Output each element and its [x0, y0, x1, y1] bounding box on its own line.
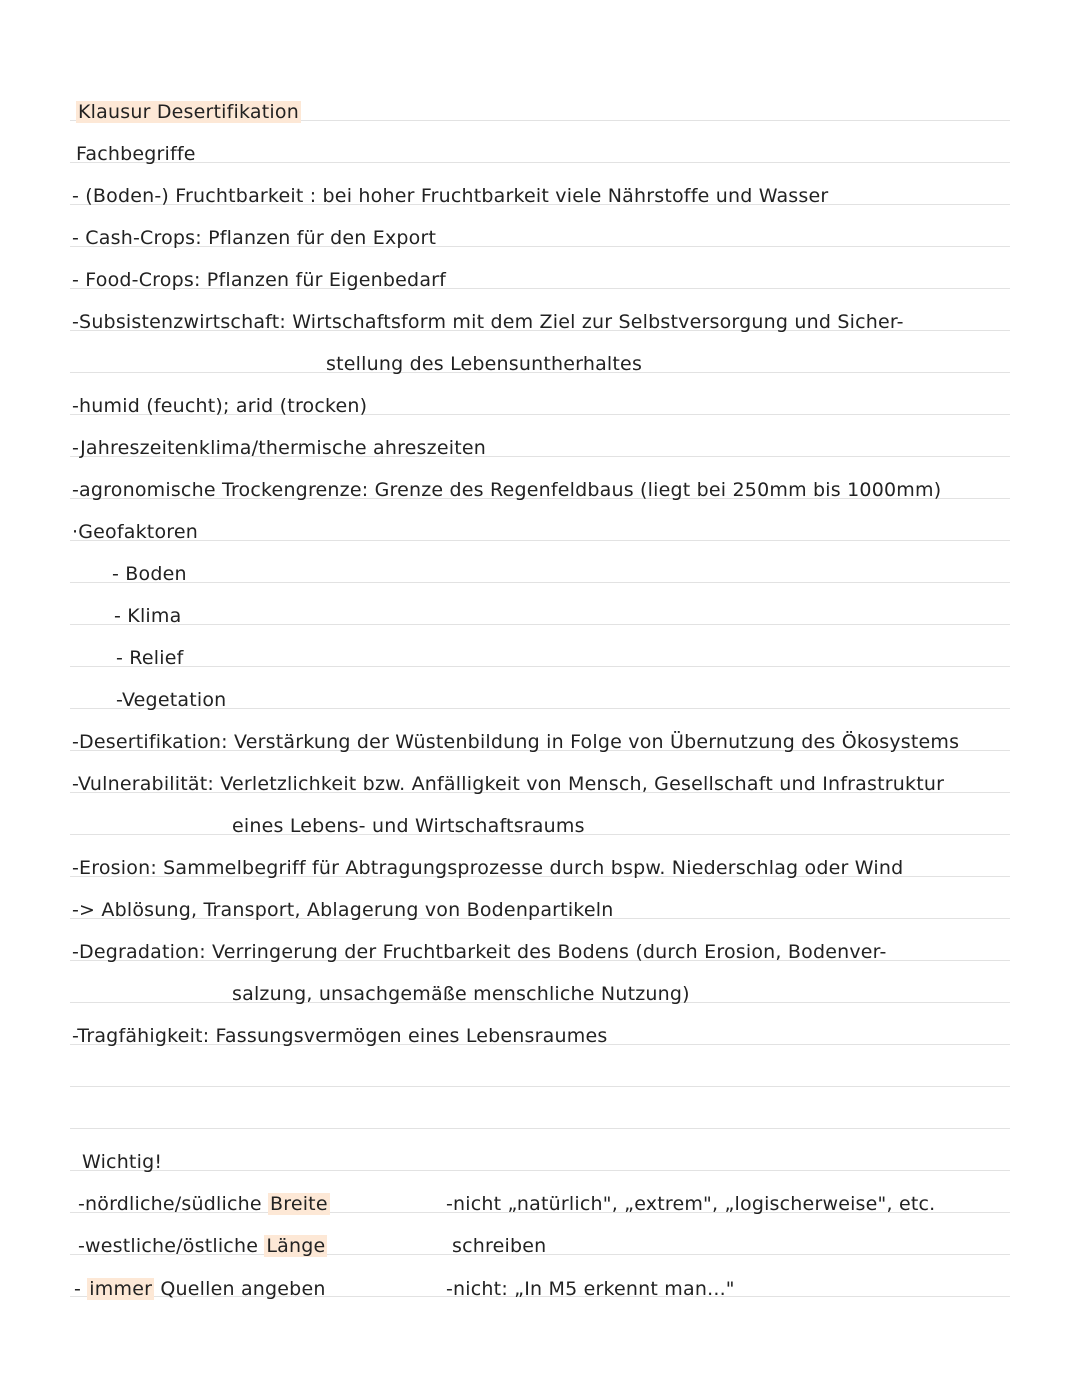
- note-line: -agronomische Trockengrenze: Grenze des Regenfeldbaus (liegt bei 250mm bis 1000mm): [72, 479, 942, 501]
- note-title: [76, 100, 301, 124]
- note-line: - (Boden-) Fruchtbarkeit : bei hoher Fruchtbarkeit viele Nährstoffe und Wasser: [72, 185, 829, 207]
- ruled-line: [70, 666, 1010, 667]
- important-left-item: [74, 1277, 326, 1301]
- note-line: -Vulnerabilität: Verletzlichkeit bzw. Anfälligkeit von Mensch, Gesellschaft und Infrastruktur: [72, 773, 945, 795]
- ruled-line: [70, 1170, 1010, 1171]
- important-highlight: Länge: [266, 1235, 326, 1257]
- important-left-item: [78, 1192, 330, 1216]
- note-line: - Relief: [116, 647, 184, 669]
- note-line: salzung, unsachgemäße menschliche Nutzung): [232, 983, 690, 1005]
- note-line: -humid (feucht); arid (trocken): [72, 395, 368, 417]
- important-right-item: -nicht: „In M5 erkennt man...": [446, 1278, 735, 1300]
- note-line: -Tragfähigkeit: Fassungsvermögen eines Lebensraumes: [72, 1025, 608, 1047]
- important-left-text: Quellen angeben: [154, 1278, 326, 1300]
- note-subtitle: Fachbegriffe: [76, 143, 196, 165]
- important-left-text: -nördliche/südliche: [78, 1193, 268, 1215]
- note-line: -Degradation: Verringerung der Fruchtbarkeit des Bodens (durch Erosion, Bodenver-: [72, 941, 887, 963]
- note-line: eines Lebens- und Wirtschaftsraums: [232, 815, 585, 837]
- important-highlight: Breite: [269, 1193, 328, 1215]
- ruled-line: [70, 1128, 1010, 1129]
- note-line: - Boden: [112, 563, 187, 585]
- important-highlight: immer: [89, 1278, 153, 1300]
- important-left-item: [78, 1234, 327, 1258]
- note-line: - Cash-Crops: Pflanzen für den Export: [72, 227, 437, 249]
- ruled-line: [70, 162, 1010, 163]
- ruled-line: [70, 540, 1010, 541]
- important-right-item: schreiben: [452, 1235, 547, 1257]
- note-line: -Jahreszeitenklima/thermische ahreszeiten: [72, 437, 486, 459]
- ruled-line: [70, 1086, 1010, 1087]
- ruled-line: [70, 582, 1010, 583]
- important-left-text: -: [74, 1278, 88, 1300]
- note-line: -Subsistenzwirtschaft: Wirtschaftsform mit dem Ziel zur Selbstversorgung und Sicher-: [72, 311, 904, 333]
- note-line: -Desertifikation: Verstärkung der Wüstenbildung in Folge von Übernutzung des Ökosystems: [72, 731, 960, 753]
- note-line: ·Geofaktoren: [72, 521, 199, 543]
- note-line: - Food-Crops: Pflanzen für Eigenbedarf: [72, 269, 447, 291]
- note-line: stellung des Lebensuntherhaltes: [326, 353, 643, 375]
- note-line: -> Ablösung, Transport, Ablagerung von Bodenpartikeln: [72, 899, 614, 921]
- note-title-text: Klausur Desertifikation: [78, 101, 299, 123]
- note-line: - Klima: [114, 605, 182, 627]
- important-left-text: -westliche/östliche: [78, 1235, 265, 1257]
- important-right-item: -nicht „natürlich", „extrem", „logischerweise", etc.: [446, 1193, 936, 1215]
- note-line: -Vegetation: [116, 689, 227, 711]
- note-line: -Erosion: Sammelbegriff für Abtragungsprozesse durch bspw. Niederschlag oder Wind: [72, 857, 904, 879]
- ruled-line: [70, 624, 1010, 625]
- important-heading: Wichtig!: [82, 1151, 163, 1173]
